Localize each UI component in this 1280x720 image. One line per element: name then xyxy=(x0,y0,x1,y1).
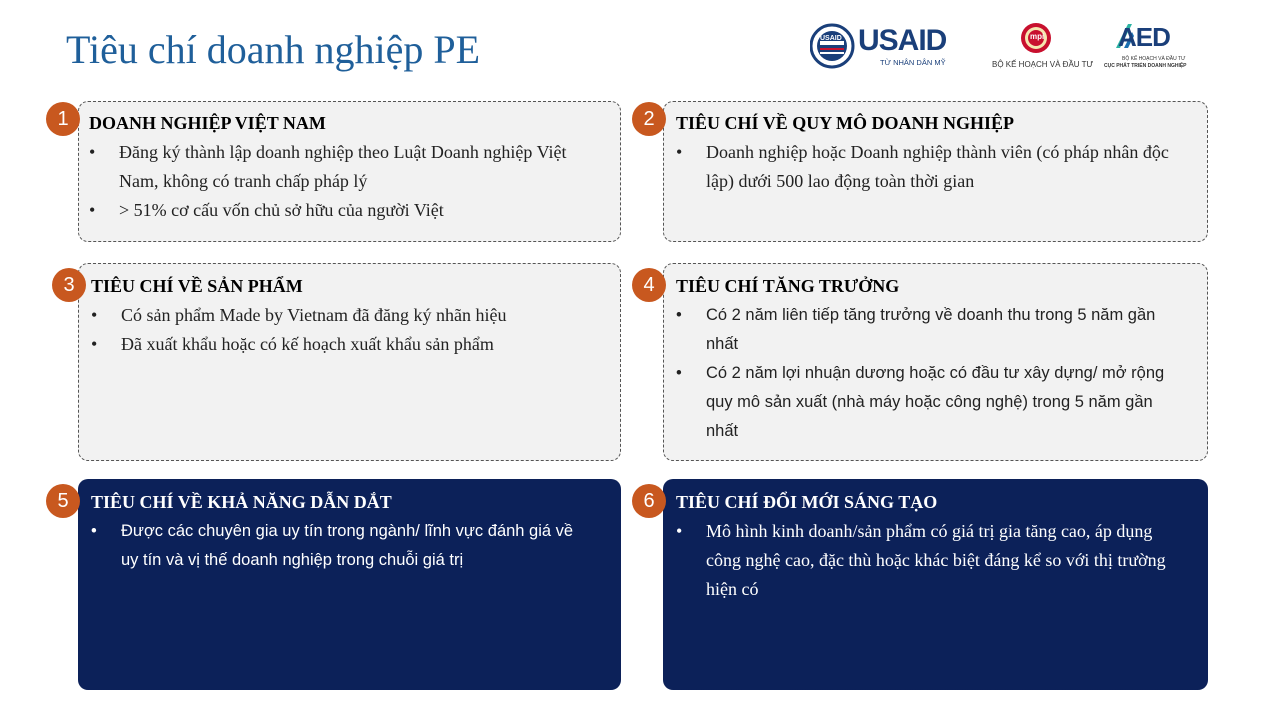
partner-logos xyxy=(808,20,1188,76)
criterion-bullets xyxy=(89,138,589,225)
criterion-title: TIÊU CHÍ VỀ KHẢ NĂNG DẪN DẮT xyxy=(91,492,392,512)
aed-caption-1: BỘ KẾ HOẠCH VÀ ĐẦU TƯ xyxy=(1122,56,1186,62)
bullet-item: • Đã xuất khẩu hoặc có kế hoạch xuất khẩu sản phẩm xyxy=(91,330,611,359)
criterion-number-badge: 3 xyxy=(52,268,86,302)
criterion-title: TIÊU CHÍ TĂNG TRƯỞNG xyxy=(676,276,900,296)
bullet-item: • > 51% cơ cấu vốn chủ sở hữu của người Việt xyxy=(89,196,589,225)
page-title: Tiêu chí doanh nghiệp PE xyxy=(66,27,481,72)
usaid-wordmark: USAID xyxy=(858,24,947,57)
mpi-logo xyxy=(988,20,1094,74)
criterion-bullets xyxy=(676,138,1196,196)
criterion-bullets xyxy=(676,301,1176,446)
criterion-number-badge: 2 xyxy=(632,102,666,136)
criterion-title: TIÊU CHÍ ĐỔI MỚI SÁNG TẠO xyxy=(676,492,938,512)
bullet-item: • Được các chuyên gia uy tín trong ngành/ lĩnh vực đánh giá về uy tín và vị thế doanh nghiệp trong chuỗi giá trị xyxy=(91,517,591,575)
criterion-number-badge: 1 xyxy=(46,102,80,136)
aed-logo xyxy=(1104,22,1187,72)
mpi-caption: BỘ KẾ HOẠCH VÀ ĐẦU TƯ xyxy=(992,60,1094,69)
bullet-item: • Mô hình kinh doanh/sản phẩm có giá trị gia tăng cao, áp dụng công nghệ cao, đặc thù hoặc khác biệt đáng kể so với thị trường hiện có xyxy=(676,517,1191,604)
criterion-number-badge: 5 xyxy=(46,484,80,518)
criterion-title: DOANH NGHIỆP VIỆT NAM xyxy=(89,113,326,133)
criterion-card-1 xyxy=(78,101,621,242)
usaid-tagline: TỪ NHÂN DÂN MỸ xyxy=(880,58,946,67)
mpi-seal-text: mpi xyxy=(1030,32,1045,41)
criterion-card-4 xyxy=(663,263,1208,461)
bullet-item: • Có sản phẩm Made by Vietnam đã đăng ký nhãn hiệu xyxy=(91,301,611,330)
aed-caption-2: CỤC PHÁT TRIỂN DOANH NGHIỆP xyxy=(1104,63,1187,69)
criterion-bullets xyxy=(91,517,591,575)
bullet-item: • Doanh nghiệp hoặc Doanh nghiệp thành viên (có pháp nhân độc lập) dưới 500 lao động toàn thời gian xyxy=(676,138,1196,196)
criterion-bullets xyxy=(91,301,611,359)
usaid-seal-text: USAID xyxy=(820,35,842,42)
usaid-logo xyxy=(810,22,962,72)
criterion-bullets xyxy=(676,517,1191,604)
criterion-number-badge: 6 xyxy=(632,484,666,518)
criterion-card-6 xyxy=(663,479,1208,690)
criterion-card-3 xyxy=(78,263,621,461)
bullet-item: • Có 2 năm liên tiếp tăng trưởng về doanh thu trong 5 năm gần nhất xyxy=(676,301,1176,359)
aed-wordmark: AED xyxy=(1118,22,1170,52)
criterion-title: TIÊU CHÍ VỀ SẢN PHẨM xyxy=(91,276,303,296)
criterion-number-badge: 4 xyxy=(632,268,666,302)
bullet-item: • Có 2 năm lợi nhuận dương hoặc có đầu tư xây dựng/ mở rộng quy mô sản xuất (nhà máy hoặc công nghệ) trong 5 năm gần nhất xyxy=(676,359,1176,446)
criterion-card-5 xyxy=(78,479,621,690)
criterion-card-2 xyxy=(663,101,1208,242)
criterion-title: TIÊU CHÍ VỀ QUY MÔ DOANH NGHIỆP xyxy=(676,113,1015,133)
bullet-item: • Đăng ký thành lập doanh nghiệp theo Luật Doanh nghiệp Việt Nam, không có tranh chấp pháp lý xyxy=(89,138,589,196)
